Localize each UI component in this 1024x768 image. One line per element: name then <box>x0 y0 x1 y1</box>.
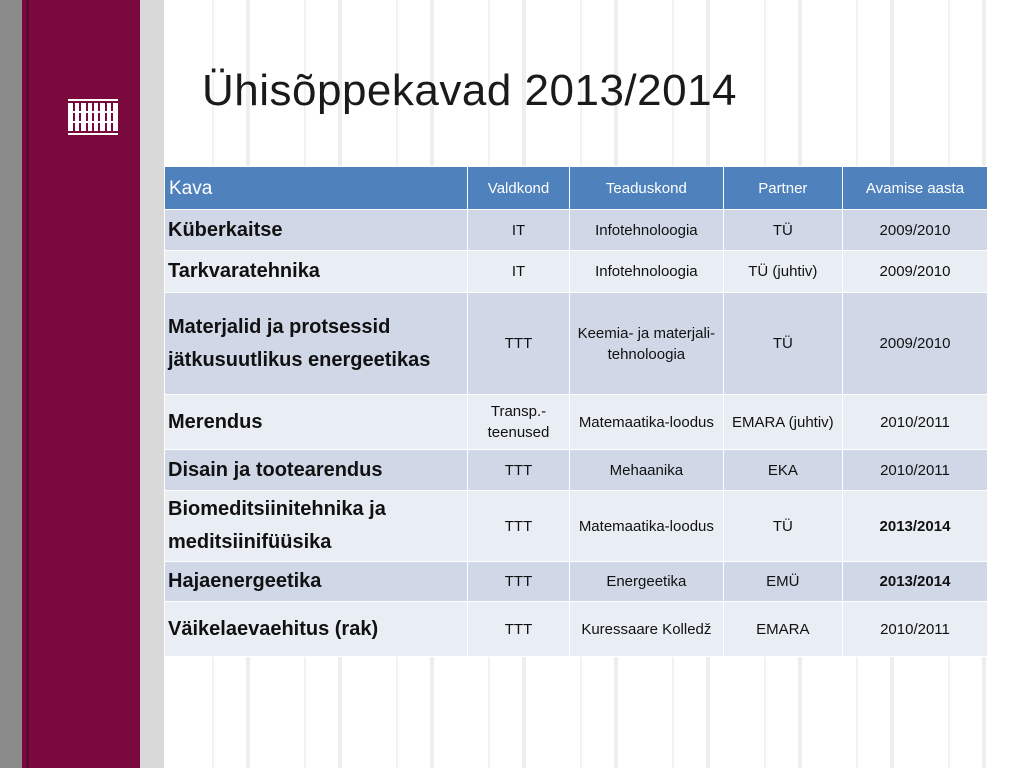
table-row <box>165 293 988 395</box>
logo-icon <box>68 99 118 135</box>
slide-title: Ühisõppekavad 2013/2014 <box>202 66 738 115</box>
cell-valdkond: TTT <box>468 602 570 657</box>
cell-teaduskond: Keemia- ja materjali-tehnoloogia <box>570 293 724 395</box>
cell-partner: EMARA (juhtiv) <box>723 395 842 450</box>
cell-kava: Biomeditsiinitehnika ja meditsiinifüüsika <box>165 491 468 562</box>
cell-aasta: 2013/2014 <box>842 491 987 562</box>
cell-aasta: 2013/2014 <box>842 562 987 602</box>
cell-kava: Materjalid ja protsessid jätkusuutlikus energeetikas <box>165 293 468 395</box>
header-valdkond: Valdkond <box>468 167 570 210</box>
cell-partner: TÜ (juhtiv) <box>723 251 842 293</box>
cell-aasta: 2009/2010 <box>842 251 987 293</box>
table-row <box>165 450 988 491</box>
cell-teaduskond: Energeetika <box>570 562 724 602</box>
table-row <box>165 251 988 293</box>
table-row <box>165 562 988 602</box>
cell-teaduskond: Mehaanika <box>570 450 724 491</box>
table-row <box>165 395 988 450</box>
cell-partner: TÜ <box>723 210 842 251</box>
cell-partner: EMARA <box>723 602 842 657</box>
cell-valdkond: Transp.-teenused <box>468 395 570 450</box>
table-row <box>165 602 988 657</box>
cell-teaduskond: Kuressaare Kolledž <box>570 602 724 657</box>
cell-partner: EMÜ <box>723 562 842 602</box>
table-header-row <box>165 167 988 210</box>
header-teaduskond: Teaduskond <box>570 167 724 210</box>
cell-partner: TÜ <box>723 491 842 562</box>
cell-kava: Merendus <box>165 395 468 450</box>
cell-valdkond: TTT <box>468 562 570 602</box>
table-row <box>165 491 988 562</box>
cell-valdkond: TTT <box>468 450 570 491</box>
cell-valdkond: TTT <box>468 491 570 562</box>
cell-kava: Hajaenergeetika <box>165 562 468 602</box>
cell-partner: EKA <box>723 450 842 491</box>
header-avamise-aasta: Avamise aasta <box>842 167 987 210</box>
cell-aasta: 2010/2011 <box>842 395 987 450</box>
cell-teaduskond: Matemaatika-loodus <box>570 395 724 450</box>
curricula-table <box>164 166 988 657</box>
cell-valdkond: IT <box>468 251 570 293</box>
header-kava: Kava <box>165 167 468 210</box>
cell-teaduskond: Infotehnoloogia <box>570 251 724 293</box>
left-grey-band <box>0 0 22 768</box>
cell-kava: Tarkvaratehnika <box>165 251 468 293</box>
cell-partner: TÜ <box>723 293 842 395</box>
cell-teaduskond: Infotehnoloogia <box>570 210 724 251</box>
cell-valdkond: TTT <box>468 293 570 395</box>
cell-kava: Disain ja tootearendus <box>165 450 468 491</box>
cell-kava: Väikelaevaehitus (rak) <box>165 602 468 657</box>
cell-aasta: 2009/2010 <box>842 293 987 395</box>
table-row <box>165 210 988 251</box>
header-partner: Partner <box>723 167 842 210</box>
cell-kava: Küberkaitse <box>165 210 468 251</box>
left-light-band <box>140 0 164 768</box>
cell-teaduskond: Matemaatika-loodus <box>570 491 724 562</box>
cell-aasta: 2009/2010 <box>842 210 987 251</box>
cell-aasta: 2010/2011 <box>842 450 987 491</box>
cell-valdkond: IT <box>468 210 570 251</box>
cell-aasta: 2010/2011 <box>842 602 987 657</box>
